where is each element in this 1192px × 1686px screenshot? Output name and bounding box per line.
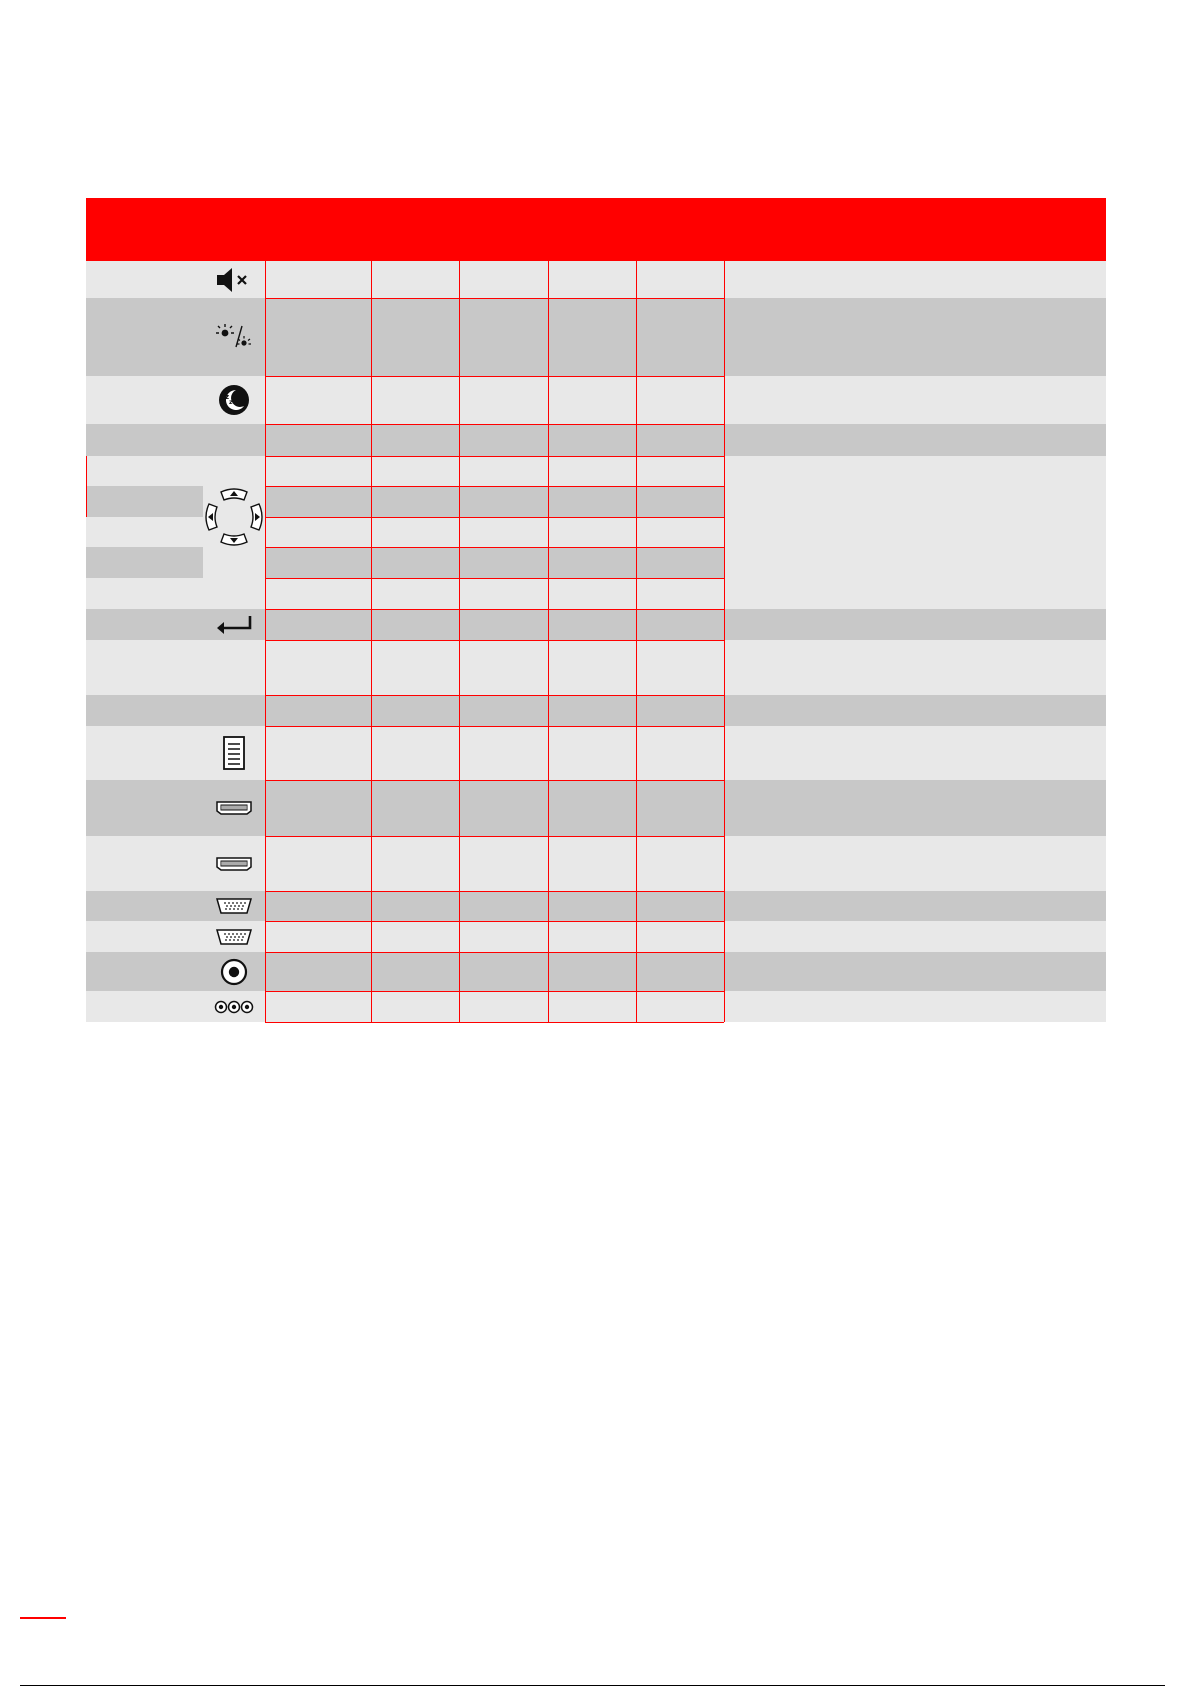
table-cell-icon	[203, 891, 265, 921]
remote-control-codes-table	[86, 261, 1106, 1022]
table-divider	[265, 517, 724, 518]
table-cell-code	[265, 780, 371, 836]
table-cell-code	[265, 609, 371, 640]
table-divider	[86, 456, 87, 517]
table-cell-icon	[203, 376, 265, 424]
table-cell-code	[265, 424, 371, 456]
table-divider	[265, 726, 724, 727]
table-cell-code	[636, 578, 724, 609]
table-cell-code	[459, 726, 548, 780]
brightness-icon	[214, 322, 254, 352]
table-cell-code	[265, 891, 371, 921]
table-cell-button	[86, 517, 203, 547]
table-cell-description	[724, 991, 1106, 1022]
table-cell-description	[724, 695, 1106, 726]
table-cell-code	[265, 952, 371, 991]
table-cell-code	[548, 891, 636, 921]
table-cell-icon	[203, 261, 265, 298]
table-cell-code	[548, 921, 636, 952]
table-header-bar	[86, 198, 1106, 261]
table-cell-description	[724, 891, 1106, 921]
table-cell-button	[86, 836, 203, 891]
table-cell-button	[86, 921, 203, 952]
table-cell-description	[724, 456, 1106, 578]
table-cell-code	[459, 609, 548, 640]
table-cell-button	[86, 609, 203, 640]
table-cell-code	[636, 456, 724, 486]
table-cell-description	[724, 780, 1106, 836]
table-cell-code	[636, 486, 724, 517]
table-cell-button	[86, 298, 203, 376]
table-cell-code	[371, 891, 459, 921]
table-cell-code	[459, 921, 548, 952]
table-cell-code	[459, 376, 548, 424]
table-cell-code	[371, 298, 459, 376]
table-cell-code	[265, 726, 371, 780]
table-cell-code	[371, 609, 459, 640]
table-cell-description	[724, 836, 1106, 891]
table-cell-button	[86, 780, 203, 836]
table-cell-code	[265, 517, 371, 547]
table-cell-button	[86, 547, 203, 578]
table-cell-code	[548, 780, 636, 836]
footer-accent-line	[20, 1617, 66, 1619]
table-cell-code	[371, 640, 459, 695]
table-divider	[265, 456, 724, 457]
mute-icon	[216, 267, 252, 293]
table-cell-button	[86, 726, 203, 780]
table-divider	[265, 547, 724, 548]
table-cell-code	[371, 424, 459, 456]
svg-text:z: z	[225, 393, 230, 401]
table-divider	[265, 695, 724, 696]
table-cell-code	[265, 261, 371, 298]
hdmi-port-icon	[216, 856, 252, 872]
table-cell-icon	[203, 456, 265, 578]
table-cell-code	[371, 780, 459, 836]
table-cell-description	[724, 726, 1106, 780]
table-cell-code	[265, 578, 371, 609]
table-cell-description	[724, 298, 1106, 376]
table-cell-code	[548, 836, 636, 891]
table-cell-code	[459, 991, 548, 1022]
table-cell-code	[636, 695, 724, 726]
table-cell-code	[636, 517, 724, 547]
table-cell-code	[548, 486, 636, 517]
table-cell-code	[636, 726, 724, 780]
table-cell-description	[724, 952, 1106, 991]
table-divider	[265, 836, 724, 837]
table-cell-code	[459, 517, 548, 547]
table-cell-icon	[203, 609, 265, 640]
table-cell-code	[371, 486, 459, 517]
table-divider	[265, 376, 724, 377]
table-cell-description	[724, 261, 1106, 298]
table-cell-code	[548, 376, 636, 424]
table-cell-code	[548, 424, 636, 456]
table-cell-code	[548, 517, 636, 547]
svg-text:z: z	[229, 399, 233, 406]
table-divider	[265, 891, 724, 892]
table-cell-button	[86, 891, 203, 921]
table-divider	[265, 952, 724, 953]
table-cell-code	[459, 486, 548, 517]
table-divider	[265, 640, 724, 641]
table-cell-code	[548, 640, 636, 695]
table-divider	[265, 578, 724, 579]
table-cell-button	[86, 376, 203, 424]
table-cell-code	[459, 780, 548, 836]
sleep-timer-icon	[216, 382, 252, 418]
table-divider	[265, 991, 724, 992]
table-cell-code	[371, 921, 459, 952]
table-cell-code	[636, 891, 724, 921]
table-cell-code	[265, 547, 371, 578]
table-cell-icon	[203, 780, 265, 836]
vga-port-icon	[216, 897, 252, 915]
table-cell-code	[265, 376, 371, 424]
table-cell-description	[724, 424, 1106, 456]
menu-icon	[222, 735, 246, 771]
table-cell-code	[459, 891, 548, 921]
table-cell-code	[636, 921, 724, 952]
table-cell-button	[86, 640, 265, 695]
table-cell-code	[548, 456, 636, 486]
table-cell-code	[548, 298, 636, 376]
table-cell-code	[548, 991, 636, 1022]
table-cell-description	[724, 640, 1106, 695]
table-cell-description	[724, 376, 1106, 424]
table-cell-code	[636, 991, 724, 1022]
four-way-arrow-pad-icon	[203, 486, 265, 548]
table-cell-code	[459, 456, 548, 486]
table-cell-code	[459, 578, 548, 609]
table-cell-code	[371, 376, 459, 424]
vga-port-icon	[216, 928, 252, 946]
table-cell-code	[371, 991, 459, 1022]
table-cell-button	[86, 456, 203, 486]
table-cell-code	[636, 780, 724, 836]
table-cell-code	[459, 695, 548, 726]
table-cell-code	[371, 726, 459, 780]
table-divider	[265, 780, 724, 781]
table-divider	[265, 609, 724, 610]
table-cell-icon	[203, 952, 265, 991]
table-cell-icon	[203, 921, 265, 952]
table-cell-button	[86, 261, 203, 298]
table-cell-code	[459, 952, 548, 991]
table-cell-code	[636, 547, 724, 578]
table-cell-code	[459, 547, 548, 578]
table-cell-code	[459, 640, 548, 695]
table-divider	[265, 486, 724, 487]
table-cell-icon	[203, 298, 265, 376]
table-cell-code	[548, 726, 636, 780]
table-cell-code	[371, 578, 459, 609]
table-cell-code	[636, 952, 724, 991]
table-cell-code	[459, 298, 548, 376]
table-cell-button	[86, 991, 203, 1022]
table-cell-code	[548, 952, 636, 991]
table-cell-code	[636, 261, 724, 298]
composite-video-icon	[219, 957, 249, 987]
table-cell-code	[636, 640, 724, 695]
table-cell-code	[265, 695, 371, 726]
table-cell-code	[548, 578, 636, 609]
table-cell-code	[371, 456, 459, 486]
table-cell-code	[371, 695, 459, 726]
table-cell-icon	[203, 991, 265, 1022]
table-cell-code	[371, 952, 459, 991]
table-cell-code	[636, 836, 724, 891]
table-cell-code	[636, 424, 724, 456]
table-cell-description	[724, 921, 1106, 952]
table-cell-button	[86, 486, 203, 517]
table-cell-code	[636, 609, 724, 640]
table-cell-code	[265, 921, 371, 952]
table-cell-code	[265, 486, 371, 517]
table-cell-code	[371, 517, 459, 547]
table-cell-button	[86, 424, 265, 456]
table-cell-code	[548, 695, 636, 726]
table-cell-code	[459, 261, 548, 298]
hdmi-port-icon	[216, 800, 252, 816]
table-cell-code	[265, 640, 371, 695]
table-cell-button	[86, 578, 265, 609]
table-cell-icon	[203, 836, 265, 891]
table-cell-button	[86, 695, 265, 726]
table-cell-button	[86, 952, 203, 991]
table-cell-code	[371, 261, 459, 298]
enter-icon	[214, 614, 254, 636]
table-cell-code	[265, 456, 371, 486]
table-cell-code	[371, 836, 459, 891]
table-cell-code	[548, 609, 636, 640]
table-cell-code	[371, 547, 459, 578]
table-cell-code	[459, 836, 548, 891]
table-cell-code	[548, 547, 636, 578]
table-cell-code	[636, 298, 724, 376]
table-cell-code	[265, 991, 371, 1022]
table-cell-description	[724, 578, 1106, 609]
table-cell-code	[265, 298, 371, 376]
table-cell-description	[724, 609, 1106, 640]
table-cell-code	[636, 376, 724, 424]
table-cell-code	[548, 261, 636, 298]
table-cell-icon	[203, 726, 265, 780]
component-video-icon	[213, 999, 255, 1015]
table-divider	[265, 921, 724, 922]
table-divider	[265, 424, 724, 425]
table-divider	[265, 1022, 724, 1023]
table-cell-code	[459, 424, 548, 456]
table-cell-code	[265, 836, 371, 891]
table-divider	[265, 298, 724, 299]
